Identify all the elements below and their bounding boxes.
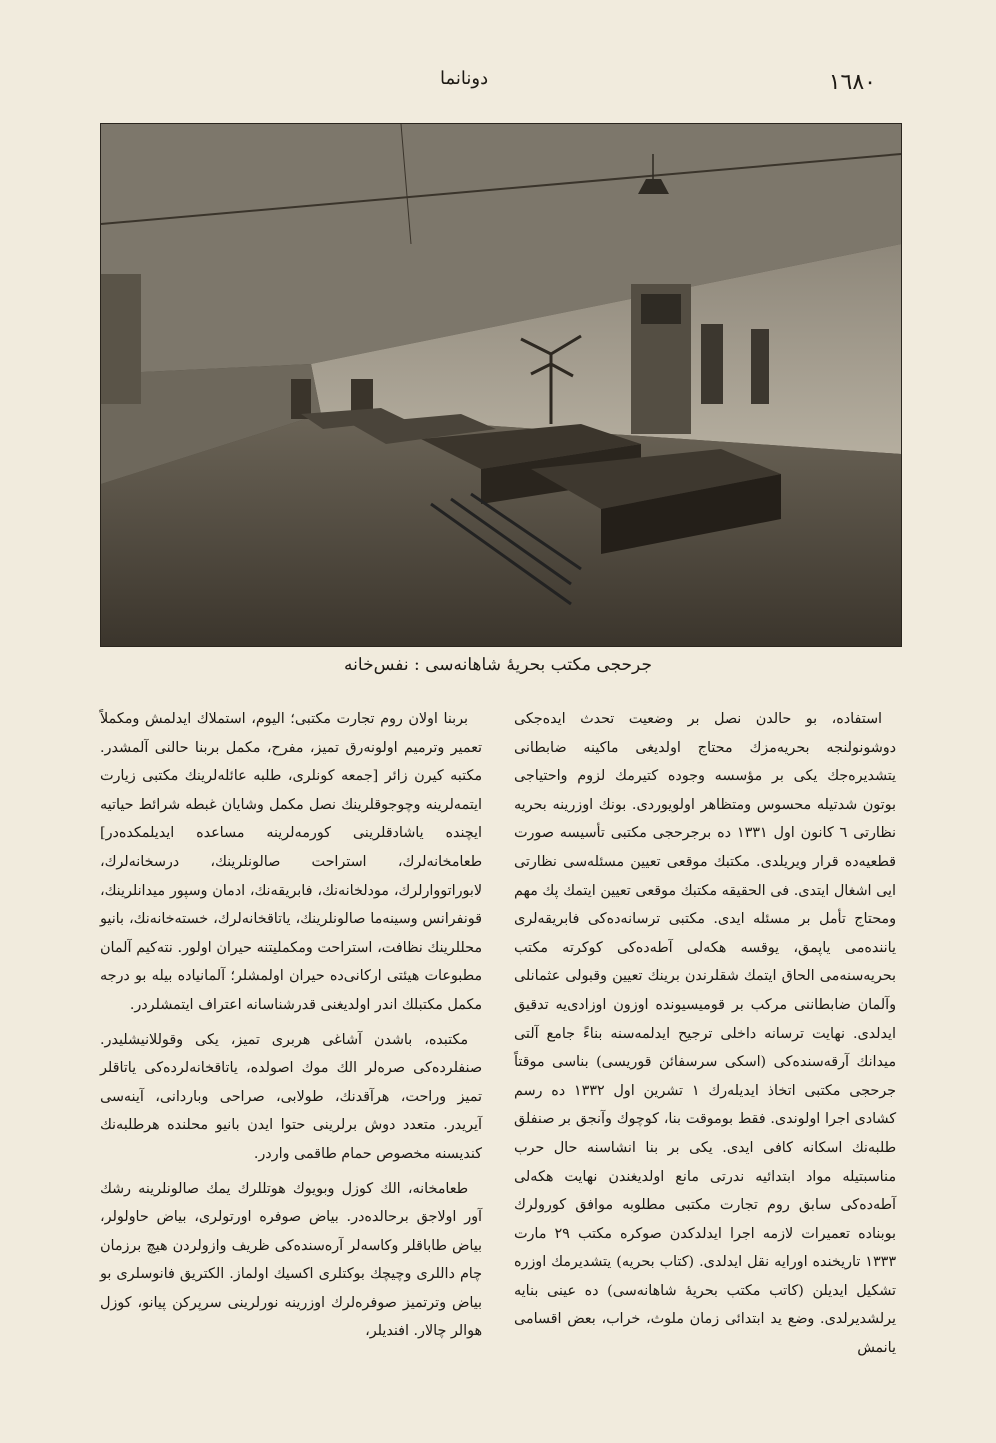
paragraph: طعامخانه، الك کوزل وبویوك هوتللرك یمك صالونلرینه رشك آور اولاجق برحالده‌در. بیاض صوفره اورتولری، بیاض حاولولر، بیاض طاباقلر وکاسه‌لر آره‌سنده‌کی ظریف وازولردن هیچ برزمان چام داللری وچیچك بوکتلری اکسیك اولماز. الکتریق فانوسلری بو بیاض وترتمیز صوفره‌لرك اوزرینه نورلرینی سرپرکن پیانو، کوزل هوالر چالار. افندیلر، <box>100 1180 482 1340</box>
dining-hall-photo <box>100 123 902 647</box>
paragraph: استفاده، بو حالدن نصل بر وضعیت تحدث ایده‌جکی دوشونولنجه بحریه‌مزك محتاج اولدیغی ماکینه ضابطانی یتشدیره‌جك یکی بر مؤسسه وجوده کتیرمك لزوم واحتیاجی بوتون شدتیله محسوس ومتظاهر اولویوردی. بونك اوزرینه بحریه نظارتی ٦ کانون اول ١٣٣١ ده برجرحجی مکتبی تأسیسه صورت قطعیه‌ده قرار ویریلدی. مکتبك موقعی تعیین مسئله‌سی نظارتی ایی اشغال ایتدی. فی الحقیقه مکتبك موقعی تعیین ایتمك پك مهم ومحتاج تأمل بر مسئله ایدی. مکتبی ترسانه‌ده‌کی فابریقه‌لری یاننده‌می یاپمق، یوقسه هکه‌لی آطه‌ده‌کی کوکرته مکتب بحریه‌سنه‌می الحاق ایتمك شقلرندن برینك تعیین وقبولی عثمانلی وآلمان ضابطاننی مرکب بر قومیسیونده اوزون اوزادی‌یه تدقیق ایدلدی. نهایت ترسانه داخلی ترجیح ایدلمه‌سنه بناءً جامع آلتی میدانك آرقه‌سنده‌کی (اسکی سرسفائن قوریسی) بناسی موقتاً جرحجی مکتبی اتخاذ ایدیله‌رك ١ تشرین اول ١٣٣٢ ده رسم کشادی اجرا اولوندی. فقط بوموقت بنا، کوچوك وآنجق بر صنفلق طلبه‌نك اسکانه کافی ایدی. یکی بر بنا انشاسنه حال حرب مناسبتیله مواد ابتدائیه ندرتی مانع اولدیغندن نهایت هکه‌لی آطه‌ده‌کی سابق روم تجارت مکتبی مطلوبه موافق کورولرك بوبناده تعمیرات لازمه اجرا ایدلدکدن صوکره مکتب ٢٩ مارت ١٣٣٣ تاریخنده اورایه نقل ایدلدی. (کتاب بحریه) یتشدیرمك اوزره تشکیل ایدیلن (کاتب مکتب بحریهٔ شاهانه‌سی) ده عینی بنایه یرلشدیرلدی. وضع ید ابتدائی زمان ملوث، خراب، بعض اقسامی یانمش <box>514 711 896 1357</box>
page-number: ١٦٨٠ <box>828 70 876 95</box>
running-title: دونانما <box>440 68 489 89</box>
paragraph: مکتبده، باشدن آشاغی هربری تمیز، یکی وقوللانیشلیدر. صنفلرده‌کی صره‌لر الك موك اصولده، یاتاقخانه‌لرده‌کی یاتاقلر تمیز وراحت، هرآقدنك، طولابی، صراحی وباردانی، آینه‌سی آیریدر. متعدد دوش برلرینی حتوا ایدن بانیو محلنده هرطلبه‌نك کندیسنه مخصوص حمام طاقمی واردر. <box>100 1031 482 1162</box>
page-header <box>0 62 996 102</box>
article-column-right <box>514 705 896 1363</box>
dining-hall-photo-illustration <box>101 124 901 646</box>
paragraph: بربنا اولان روم تجارت مکتبی؛ الیوم، استملاك ایدلمش ومکملاً تعمیر وترمیم اولونه‌رق تمیز، مفرح، مکمل بربنا حالنی آلمشدر. مکتبه کیرن زائر [جمعه کونلری، طلبه عائله‌لرینك مکتبی زیارت ایتمه‌لرینه وچوجوقلرینك نصل مکمل وشایان غبطه شرائط حیاتیه ایچنده یاشادقلرینی کورمه‌لرینه مساعده ایدیلمکده‌در] طعامخانه‌لرك، استراحت صالونلرینك، درسخانه‌لرك، لابوراتووارلرك، مودلخانه‌نك، فابریقه‌نك، ادمان وسپور میدانلرینك، قونفرانس وسینه‌ما صالونلرینك، یاتاقخانه‌لرك، خسته‌خانه‌نك، بانیو محللرینك نظافت، استراحت ومکملیتنه حیران اولور. نته‌کیم آلمان مطبوعات هیئتی ارکانی‌ده حیران اولمشلر؛ آلمانیاده بیله بو درجه مکمل مکتبلك اندر اولدیغنی قدرشناسانه اعتراف ایتمشلردر. <box>100 711 482 1013</box>
photo-caption: جرحجی مکتب بحریهٔ شاهانه‌سی : نفس‌خانه <box>344 655 652 675</box>
article-column-left <box>100 705 482 1346</box>
